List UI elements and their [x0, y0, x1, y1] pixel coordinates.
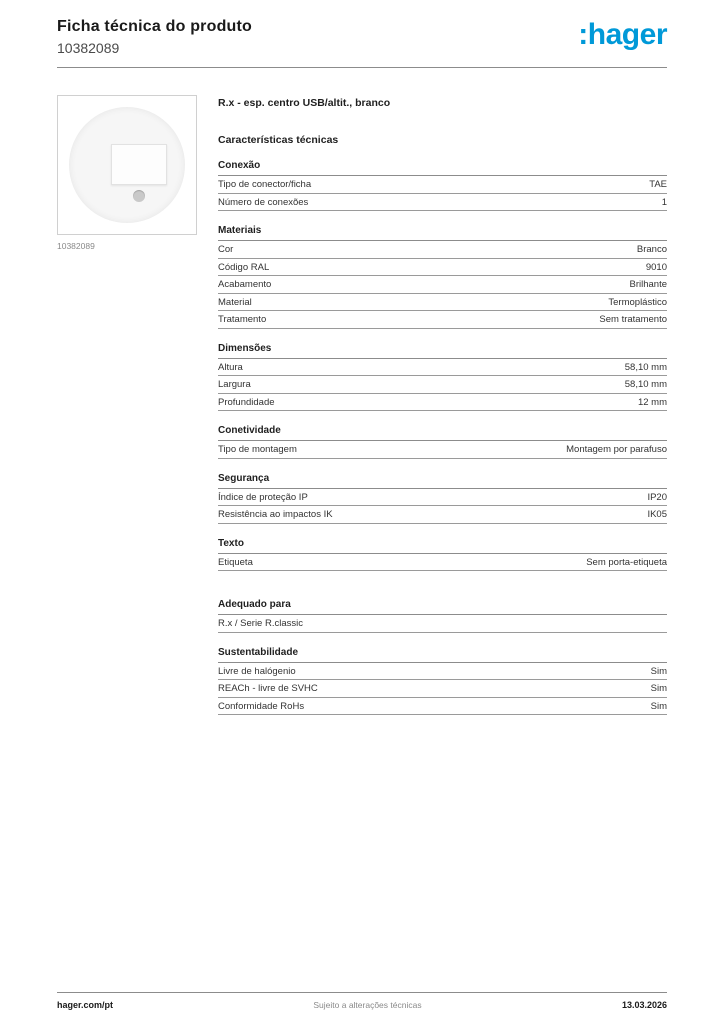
spec-row [218, 194, 667, 212]
document-footer [57, 992, 667, 1010]
spec-row [218, 506, 667, 524]
section-adequado-para [218, 599, 667, 633]
spec-value: 9010 [645, 261, 667, 273]
section-seguranca [218, 473, 667, 524]
spec-label: Código RAL [218, 261, 270, 273]
spec-label: Resistência ao impactos IK [218, 509, 333, 520]
spec-row [218, 441, 667, 459]
spec-label: REACh - livre de SVHC [218, 683, 318, 694]
page-title: Ficha técnica do produto [57, 18, 253, 35]
spec-row [218, 376, 667, 394]
product-image [57, 95, 197, 235]
spec-label: Índice de proteção IP [218, 491, 308, 503]
section-texto [218, 538, 667, 572]
spec-row [218, 359, 667, 377]
spec-label: Profundidade [218, 396, 275, 408]
product-id: 10382089 [57, 40, 120, 56]
spec-value: Sim [650, 700, 667, 712]
section-title: Segurança [218, 473, 667, 489]
spec-value: Termoplástico [608, 296, 667, 308]
spec-value: Sem porta-etiqueta [586, 556, 667, 568]
screw-icon [133, 190, 145, 202]
spec-value: IK05 [647, 509, 667, 520]
section-materiais [218, 225, 667, 329]
spec-row [218, 698, 667, 716]
spec-label: Acabamento [218, 279, 272, 290]
spec-label: R.x / Serie R.classic [218, 618, 303, 629]
section-sustentabilidade [218, 647, 667, 716]
spec-label: Largura [218, 379, 251, 390]
footer-date: 13.03.2026 [621, 1000, 667, 1010]
disclaimer-text: Sujeito a alterações técnicas [313, 1000, 422, 1010]
header-text-block [57, 18, 252, 56]
logo-text: hager [587, 18, 667, 51]
spec-label: Conformidade RoHs [218, 700, 305, 712]
spec-value: 58,10 mm [624, 361, 667, 373]
hager-logo [578, 20, 667, 50]
spec-value: 58,10 mm [624, 379, 667, 390]
spec-row [218, 294, 667, 312]
image-caption: 10382089 [57, 241, 95, 251]
spec-label: Tratamento [218, 314, 267, 325]
document-header [57, 0, 667, 68]
spec-row [218, 311, 667, 329]
spec-row [218, 680, 667, 698]
section-title: Conexão [218, 160, 667, 176]
usb-outlet-window [111, 144, 167, 185]
section-title: Conetividade [218, 425, 667, 441]
section-title: Adequado para [218, 599, 667, 615]
section-conexao [218, 160, 667, 211]
spec-row [218, 259, 667, 277]
section-title: Sustentabilidade [218, 647, 667, 663]
spec-label: Tipo de montagem [218, 444, 297, 455]
product-name: R.x - esp. centro USB/altit., branco [218, 97, 391, 109]
spec-value: 12 mm [637, 396, 667, 408]
specs-column [218, 95, 667, 715]
spec-value: Sem tratamento [599, 314, 667, 325]
spec-row [218, 276, 667, 294]
spec-label: Material [218, 296, 252, 308]
spec-row [218, 554, 667, 572]
wall-plate-shape [69, 107, 185, 223]
spec-value: TAE [649, 179, 667, 190]
logo-colon-icon: : [578, 18, 588, 51]
spec-label: Livre de halógenio [218, 665, 296, 677]
spec-row [218, 394, 667, 412]
section-title: Materiais [218, 225, 667, 241]
section-conetividade [218, 425, 667, 459]
spec-value: Montagem por parafuso [566, 444, 667, 455]
spec-value: Sim [650, 683, 667, 694]
spec-row [218, 663, 667, 681]
spec-label: Cor [218, 244, 234, 255]
spec-label: Altura [218, 361, 243, 373]
spec-row [218, 489, 667, 507]
product-image-column [57, 95, 197, 715]
characteristics-title: Características técnicas [218, 134, 339, 146]
section-title: Dimensões [218, 343, 667, 359]
spec-label: Número de conexões [218, 196, 309, 208]
website-link[interactable]: hager.com/pt [57, 1000, 114, 1010]
spec-label: Tipo de conector/ficha [218, 179, 312, 190]
spec-value: IP20 [647, 491, 667, 503]
spec-label: Etiqueta [218, 556, 253, 568]
spec-row [218, 176, 667, 194]
spec-value: Brilhante [629, 279, 667, 290]
spec-value: 1 [661, 196, 667, 208]
spec-value: Sim [650, 665, 667, 677]
section-dimensoes [218, 343, 667, 412]
section-title: Texto [218, 538, 667, 554]
spec-value: Branco [636, 244, 667, 255]
main-content [57, 95, 667, 715]
spec-row [218, 615, 667, 633]
spec-row [218, 241, 667, 259]
